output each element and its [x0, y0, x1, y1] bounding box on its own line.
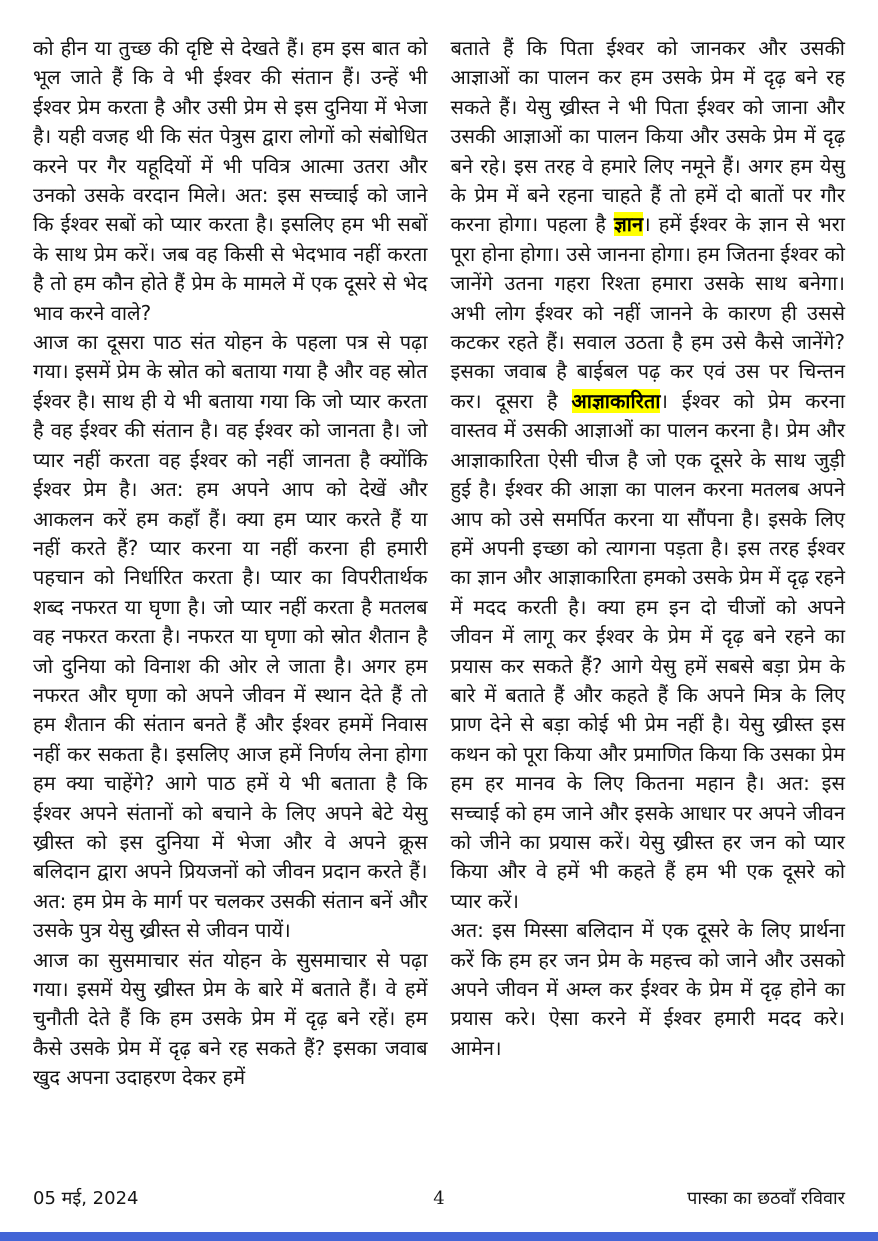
- paragraph-3: आज का सुसमाचार संत योहन के सुसमाचार से पढ़ा गया। इसमें येसु ख्रीस्त प्रेम के बारे में बताते हैं। वे हमें चुनौती देते हैं कि हम उसके प्रेम में दृढ़ बने रहें। हम कैसे उसके प्रेम में दृढ़ बने रह सकते हैं? इसका जवाब खुद अपना उदाहरण देकर हमें: [33, 947, 428, 1090]
- highlighted-term-aagyakarita: आज्ञाकारिता: [571, 388, 661, 413]
- bottom-accent-bar: [0, 1232, 878, 1241]
- footer-date: 05 मई, 2024: [33, 1188, 139, 1209]
- page-footer: [33, 1186, 845, 1210]
- paragraph-1: को हीन या तुच्छ की दृष्टि से देखते हैं। हम इस बात को भूल जाते हैं कि वे भी ईश्वर की संतान हैं। उन्हें भी ईश्वर प्रेम करता है और उसी प्रेम से इस दुनिया में भेजा है। यही वजह थी कि संत पेत्रुस द्वारा लोगों को संबोधित करने पर गैर यहूदियों में भी पवित्र आत्मा उतरा और उनको उसके वरदान मिले। अत: इस सच्चाई को जाने कि ईश्वर सबों को प्यार करता है। इसलिए हम भी सबों के साथ प्रेम करें। जब वह किसी से भेदभाव नहीं करता है तो हम कौन होते हैं प्रेम के मामले में एक दूसरे से भेद भाव करने वाले?: [33, 36, 428, 325]
- text-run: । ईश्वर को प्रेम करना वास्तव में उसकी आज्ञाओं का पालन करना है। प्रेम और आज्ञाकारिता ऐसी चीज है जो एक दूसरे के साथ जुड़ी हुई है। ईश्वर की आज्ञा का पालन करना मतलब अपने आप को उसे समर्पित करना या सौंपना है। इसके लिए हमें अपनी इच्छा को त्यागना पड़ता है। इस तरह ईश्वर का ज्ञान और आज्ञाकारिता हमको उसके प्रेम में दृढ़ रहने में मदद करती है। क्या हम इन दो चीजों को अपने जीवन में लागू कर ईश्वर के प्रेम में दृढ़ बने रहने का प्रयास कर सकते हैं? आगे येसु हमें सबसे बड़ा प्रेम के बारे में बताते हैं और कहते हैं कि अपने मित्र के लिए प्राण देने से बड़ा कोई भी प्रेम नहीं है। येसु ख्रीस्त इस कथन को पूरा किया और प्रमाणित किया कि उसका प्रेम हम हर मानव के लिए कितना महान है। अत: इस सच्चाई को हम जाने और इसके आधार पर अपने जीवन को जीने का प्रयास करें। येसु ख्रीस्त हर जन को प्यार किया और वे हमें भी कहते हैं हम भी एक दूसरे को प्यार करें।: [450, 388, 845, 913]
- text-run: बताते हैं कि पिता ईश्वर को जानकर और उसकी आज्ञाओं का पालन कर हम उसके प्रेम में दृढ़ बने रह सकते हैं। येसु ख्रीस्त ने भी पिता ईश्वर को जाना और उसकी आज्ञाओं का पालन किया और उसके प्रेम में दृढ़ बने रहे। इस तरह वे हमारे लिए नमूने हैं। अगर हम येसु के प्रेम में बने रहना चाहते हैं तो हमें दो बातों पर गौर करना होगा। पहला है: [450, 36, 845, 237]
- left-column: [33, 34, 428, 1093]
- footer-page-number: 4: [433, 1188, 445, 1209]
- footer-section-title: पास्का का छठवाँ रविवार: [687, 1188, 846, 1209]
- right-column: [451, 34, 846, 1093]
- text-run: । हमें ईश्वर के ज्ञान से भरा पूरा होना होगा। उसे जानना होगा। हम जितना ईश्वर को जानेंगे उतना गहरा रिश्ता हमारा उसके साथ बनेगा। अभी लोग ईश्वर को नहीं जानने के कारण ही उससे कटकर रहते हैं। सवाल उठता है हम उसे कैसे जानेंगे? इसका जवाब है बाईबल पढ़ कर एवं उस पर चिन्तन कर। दूसरा है: [450, 212, 845, 413]
- paragraph-2: आज का दूसरा पाठ संत योहन के पहला पत्र से पढ़ा गया। इसमें प्रेम के स्रोत को बताया गया है और वह स्रोत ईश्वर है। साथ ही ये भी बताया गया कि जो प्यार करता है वह ईश्वर की संतान है। वह ईश्वर को जानता है। जो प्यार नहीं करता वह ईश्वर को नहीं जानता है क्योंकि ईश्वर प्रेम है। अत: हम अपने आप को देखें और आकलन करें हम कहाँ हैं। क्या हम प्यार करते हैं या नहीं करते हैं? प्यार करना या नहीं करना ही हमारी पहचान को निर्धारित करता है। प्यार का विपरीतार्थक शब्द नफरत या घृणा है। जो प्यार नहीं करता है मतलब वह नफरत करता है। नफरत या घृणा को स्रोत शैतान है जो दुनिया को विनाश की ओर ले जाता है। अगर हम नफरत और घृणा को अपने जीवन में स्थान देते हैं तो हम शैतान की संतान बनते हैं और ईश्वर हममें निवास नहीं कर सकता है। इसलिए आज हमें निर्णय लेना होगा हम क्या चाहेंगे? आगे पाठ हमें ये भी बताता है कि ईश्वर अपने संतानों को बचाने के लिए अपने बेटे येसु ख्रीस्त को इस दुनिया में भेजा और वे अपने क्रूस बलिदान द्वारा अपने प्रियजनों को जीवन प्रदान करते हैं। अत: हम प्रेम के मार्ग पर चलकर उसकी संतान बनें और उसके पुत्र येसु ख्रीस्त से जीवन पायें।: [33, 330, 428, 943]
- paragraph-4: अत: इस मिस्सा बलिदान में एक दूसरे के लिए प्रार्थना करें कि हम हर जन प्रेम के महत्त्व को जाने और उसको अपने जीवन में अम्ल कर ईश्वर के प्रेम में दृढ़ होने का प्रयास करे। ऐसा करने में ईश्वर हमारी मदद करे। आमेन।: [450, 918, 845, 1060]
- highlighted-term-gyan: ज्ञान: [613, 212, 644, 237]
- paragraph-3-continued: [451, 34, 846, 916]
